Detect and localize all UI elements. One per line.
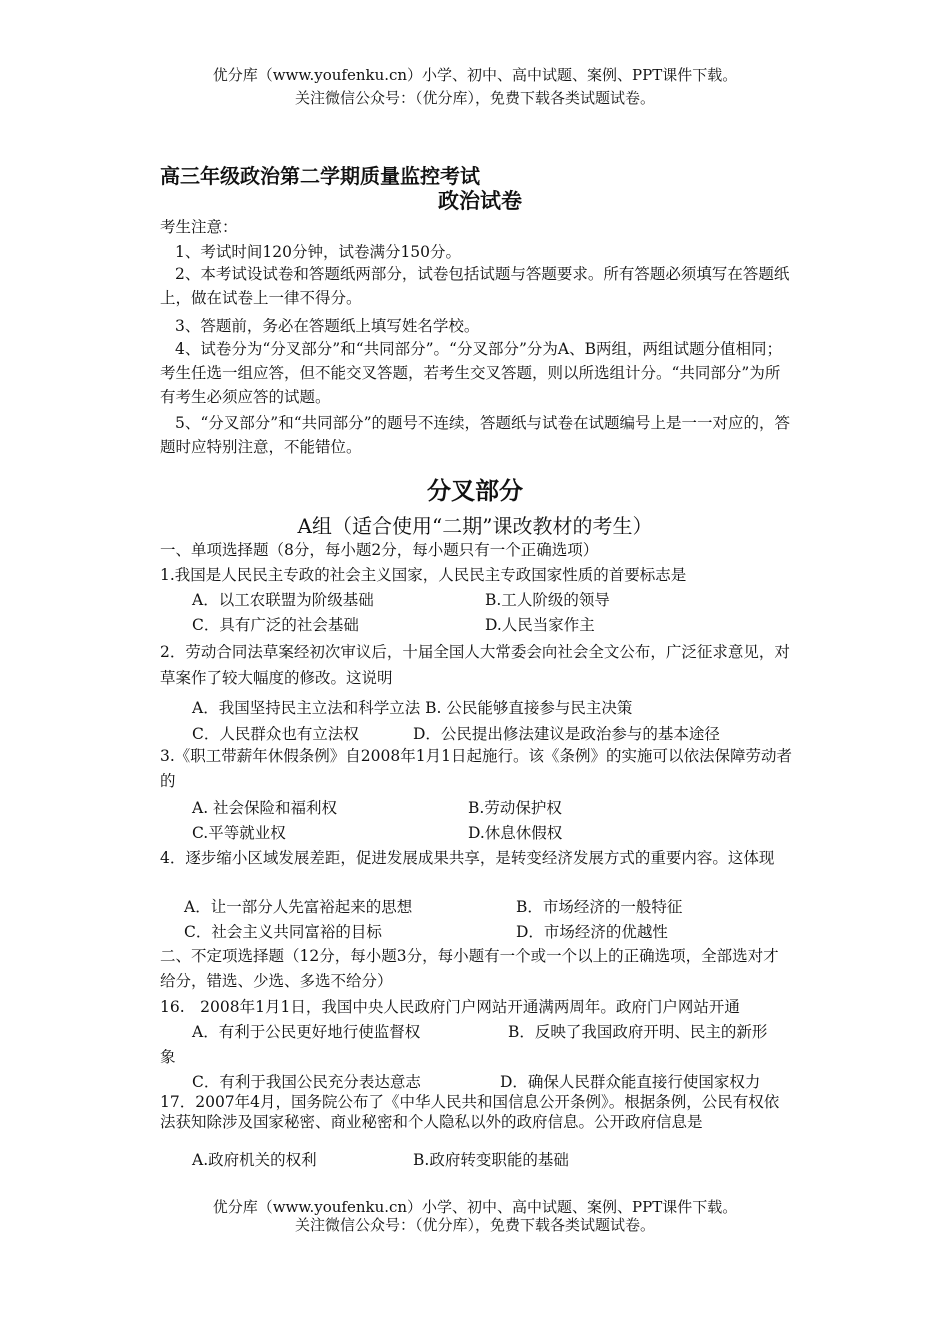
- group-title: A组（适合使用“二期”课改教材的考生）: [297, 514, 653, 538]
- question-4-option-d: D．市场经济的优越性: [516, 923, 668, 941]
- question-16-option-a: A．有利于公民更好地行使监督权: [192, 1023, 421, 1041]
- question-1-option-a: A．以工农联盟为阶级基础: [192, 591, 374, 609]
- notice-heading: 考生注意：: [160, 218, 238, 236]
- question-3-option-a: A. 社会保险和福利权: [192, 799, 338, 817]
- question-17-option-b: B.政府转变职能的基础: [413, 1151, 569, 1169]
- question-1-option-b: B.工人阶级的领导: [485, 591, 610, 609]
- question-16-option-c: C．有利于我国公民充分表达意志: [192, 1073, 421, 1091]
- question-2-options-ab: A．我国坚持民主立法和科学立法 B. 公民能够直接参与民主决策: [192, 699, 633, 717]
- question-4-option-b: B．市场经济的一般特征: [516, 898, 683, 916]
- question-16-stem: 16. 2008年1月1日，我国中央人民政府门户网站开通满两周年。政府门户网站开通: [160, 998, 740, 1016]
- exam-title: 高三年级政治第二学期质量监控考试: [160, 164, 480, 188]
- question-17-stem: 17．2007年4月，国务院公布了《中华人民共和国信息公开条例》。根据条例，公民有权依法获知除涉及国家秘密、商业秘密和个人隐私以外的政府信息。公开政府信息是: [160, 1093, 780, 1131]
- question-4-stem: 4．逐步缩小区域发展差距，促进发展成果共享，是转变经济发展方式的重要内容。这体现: [160, 849, 775, 867]
- question-1-option-d: D.人民当家作主: [485, 616, 595, 634]
- question-2-option-d: D．公民提出修法建议是政治参与的基本途径: [413, 725, 720, 743]
- notice-item-5: 5、“分叉部分”和“共同部分”的题号不连续，答题纸与试卷在试题编号上是一一对应的，答题时应特别注意，不能错位。: [160, 414, 791, 456]
- part-1-heading: 一、单项选择题（8分，每小题2分，每小题只有一个正确选项）: [160, 541, 599, 559]
- section-title: 分叉部分: [427, 477, 523, 505]
- question-4-option-a: A．让一部分人先富裕起来的思想: [184, 898, 413, 916]
- question-17-option-a: A.政府机关的权利: [192, 1151, 317, 1169]
- header-line-1: 优分库（www.youfenku.cn）小学、初中、高中试题、案例、PPT课件下载。: [212, 66, 738, 84]
- notice-item-2: 2、本考试设试卷和答题纸两部分，试卷包括试题与答题要求。所有答题必须填写在答题纸上，做在试卷上一律不得分。: [160, 265, 790, 307]
- footer-line-2: 关注微信公众号：（优分库），免费下载各类试题试卷。: [294, 1216, 655, 1234]
- question-16-option-d: D．确保人民群众能直接行使国家权力: [500, 1073, 761, 1091]
- exam-subtitle: 政治试卷: [438, 189, 522, 213]
- question-1-option-c: C．具有广泛的社会基础: [192, 616, 359, 634]
- question-16-option-b: B．反映了我国政府开明、民主的新形: [508, 1023, 768, 1041]
- question-2-stem: 2．劳动合同法草案经初次审议后，十届全国人大常委会向社会全文公布，广泛征求意见，对草案作了较大幅度的修改。这说明: [160, 643, 790, 687]
- question-2-option-c: C．人民群众也有立法权: [192, 725, 359, 743]
- question-1-stem: 1.我国是人民民主专政的社会主义国家，人民民主专政国家性质的首要标志是: [160, 566, 687, 584]
- question-16-option-b-continued: 象: [160, 1048, 176, 1066]
- question-3-option-b: B.劳动保护权: [468, 799, 562, 817]
- footer-line-1: 优分库（www.youfenku.cn）小学、初中、高中试题、案例、PPT课件下载。: [212, 1198, 738, 1216]
- question-3-option-d: D.休息休假权: [468, 824, 563, 842]
- part-2-heading: 二、不定项选择题（12分，每小题3分，每小题有一个或一个以上的正确选项，全部选对才给分，错选、少选、多选不给分）: [160, 947, 779, 990]
- notice-item-4: 4、试卷分为“分叉部分”和“共同部分”。“分叉部分”分为A、B两组，两组试题分值相同；考生任选一组应答，但不能交叉答题，若考生交叉答题，则以所选组计分。“共同部分”为所有考生必须应答的试题。: [160, 340, 782, 406]
- header-line-2: 关注微信公众号：（优分库），免费下载各类试题试卷。: [294, 89, 655, 107]
- question-3-stem: 3.《职工带薪年休假条例》自2008年1月1日起施行。该《条例》的实施可以依法保障劳动者的: [160, 747, 792, 790]
- notice-item-1: 1、考试时间120分钟，试卷满分150分。: [175, 243, 462, 261]
- question-4-option-c: C．社会主义共同富裕的目标: [184, 923, 382, 941]
- question-3-option-c: C.平等就业权: [192, 824, 286, 842]
- notice-item-3: 3、答题前，务必在答题纸上填写姓名学校。: [175, 317, 480, 335]
